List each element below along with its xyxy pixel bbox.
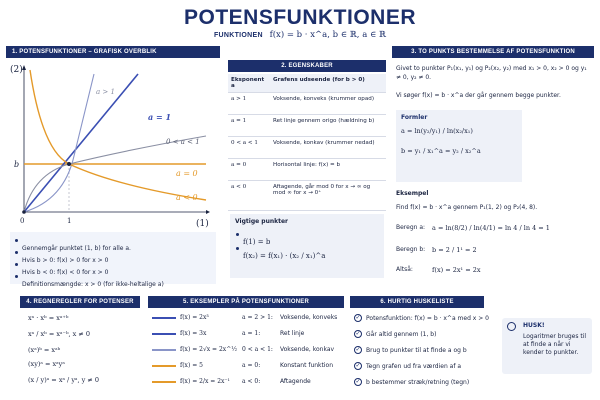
point-1-b	[67, 162, 71, 166]
panel-checklist-header: 6. HURTIG HUSKELISTE	[350, 296, 484, 308]
formulas-header: Formler	[401, 114, 428, 121]
table-row: 0 < a < 1 Voksende, konkav (krummer nedad)	[228, 137, 386, 159]
panel-rules-header: 4. REGNEREGLER FOR POTENSER	[20, 296, 140, 308]
one-label: 1	[67, 217, 72, 225]
label-a-eq-0: a = 0	[176, 169, 198, 178]
list-item: f(x₂) = f(x₁) · (x₂ / x₁)^a	[235, 243, 379, 261]
example-row: f(x) = 3x a = 1: Ret linje	[152, 330, 342, 342]
b-label: b	[14, 160, 20, 169]
panel-two-point	[392, 46, 594, 286]
example-calc-b-label: Beregn b:	[396, 246, 426, 253]
example-row: f(x) = 2x³ a = 2 > 1: Voksende, konveks	[152, 314, 342, 326]
example-header: Eksempel	[396, 190, 429, 197]
page-title: POTENSFUNKTIONER	[183, 6, 416, 29]
example-row: f(x) = 2√x = 2x^½ 0 < a < 1: Voksende, konkav	[152, 346, 342, 358]
table-row: a < 0 Aftagende, går mod 0 for x → ∞ og mod ∞ for x → 0⁺	[228, 181, 386, 211]
rule-4: (xy)ᵃ = xᵃyᵃ	[28, 360, 65, 368]
col-exponent: Eksponent a	[231, 77, 265, 89]
tip-header: HUSK!	[523, 322, 545, 329]
check-icon: ✓	[355, 362, 361, 369]
power-function-graph	[6, 60, 220, 230]
list-item: Gennemgår punktet (1, b) for alle a.	[14, 235, 212, 247]
example-line-1: Find f(x) = b · x^a gennem P₁(1, 2) og P₂(4, 8).	[396, 204, 538, 211]
col-graph: Grafens udseende (for b > 0)	[273, 77, 365, 83]
origin-label: 0	[20, 217, 25, 225]
panel-two-point-header: 3. TO PUNKTS BESTEMMELSE AF POTENSFUNKTION	[392, 46, 594, 58]
subtitle-label: FUNKTIONEN	[213, 32, 263, 39]
label-a-eq-1: a = 1	[148, 112, 172, 122]
two-point-intro: Givet to punkter P₁(x₁, y₁) og P₂(x₂, y₂) med x₁ > 0, x₂ > 0 og y₁ ≠ 0, y₂ ≠ 0.	[396, 65, 587, 81]
label-a-gt-1: a > 1	[96, 88, 115, 96]
formula-b: b = y₁ / x₁^a = y₂ / x₂^a	[401, 147, 481, 155]
graph-bullets	[10, 232, 216, 288]
page-subtitle	[0, 30, 600, 40]
panel-properties-header: 2. EGENSKABER	[228, 60, 386, 72]
rule-2: xᵃ / xᵇ = xᵃ⁻ᵇ, x ≠ 0	[28, 330, 91, 338]
properties-table	[228, 74, 386, 211]
important-points	[230, 214, 384, 278]
rule-1: xᵃ · xᵇ = xᵃ⁺ᵇ	[28, 314, 69, 322]
curve-a-eq-1	[24, 74, 138, 212]
lightbulb-icon	[507, 322, 516, 331]
example-row: f(x) = 2/x = 2x⁻¹ a < 0: Aftagende	[152, 378, 342, 390]
label-a-lt-0: a < 0	[176, 193, 198, 202]
tip-box	[502, 318, 592, 374]
example-calc-a-label: Beregn a:	[396, 224, 426, 231]
table-row: a = 1 Ret linje gennem origo (hældning b)	[228, 115, 386, 137]
curve-a-lt-0	[30, 70, 206, 200]
check-icon: ✓	[355, 378, 361, 385]
subtitle-formula: f(x) = b · x^a, b ∈ ℝ, a ∈ ℝ	[269, 30, 387, 40]
two-point-intro-2: Vi søger f(x) = b · x^a der går gennem begge punkter.	[396, 92, 561, 99]
panel-examples-header: 5. EKSEMPLER PÅ POTENSFUNKTIONER	[148, 296, 344, 308]
check-icon: ✓	[355, 314, 361, 321]
panel-checklist	[350, 296, 594, 396]
list-item: ✓ Går altid gennem (1, b)	[355, 330, 437, 338]
x-axis-label: (1)	[196, 219, 209, 229]
list-item: Definitionsmængde: x > 0 (for ikke-heltalige a)	[14, 271, 212, 283]
panel-properties	[228, 60, 386, 280]
panel-graph-overview	[6, 46, 220, 286]
example-result-label: Altså:	[396, 266, 413, 273]
list-item: ✓ b bestemmer stræk/retning (tegn)	[355, 378, 470, 386]
rule-5: (x / y)ᵃ = xᵃ / yᵃ, y ≠ 0	[28, 376, 100, 384]
list-item: f(1) = b	[235, 229, 379, 243]
check-icon: ✓	[355, 330, 361, 337]
example-calc-b: b = 2 / 1¹ = 2	[432, 246, 477, 254]
y-axis-label: (2)	[10, 65, 23, 75]
rule-3: (xᵃ)ᵇ = xᵃᵇ	[28, 346, 61, 354]
formula-a: a = ln(y₂/y₁) / ln(x₂/x₁)	[401, 127, 473, 135]
list-item: ✓ Brug to punkter til at finde a og b	[355, 346, 467, 354]
important-points-header: Vigtige punkter	[235, 218, 288, 225]
check-icon: ✓	[355, 346, 361, 353]
panel-examples	[148, 296, 344, 396]
list-item: Hvis b > 0: f(x) > 0 for x > 0	[14, 247, 212, 259]
list-item: ✓ Tegn grafen ud fra værdien af a	[355, 362, 462, 370]
example-result: f(x) = 2x¹ = 2x	[432, 266, 481, 274]
panel-graph-header: 1. POTENSFUNKTIONER – GRAFISK OVERBLIK	[6, 46, 220, 58]
table-row: a = 0 Horisontal linje: f(x) = b	[228, 159, 386, 181]
list-item: ✓ Potensfunktion: f(x) = b · x^a med x > 0	[355, 314, 490, 322]
list-item: Hvis b < 0: f(x) < 0 for x > 0	[14, 259, 212, 271]
example-calc-a: a = ln(8/2) / ln(4/1) = ln 4 / ln 4 = 1	[432, 224, 550, 232]
panel-rules	[20, 296, 140, 396]
label-a-between: 0 < a < 1	[166, 138, 200, 146]
tip-text: Logaritmer bruges til at finde a når vi kender to punkter.	[523, 333, 587, 356]
example-row: f(x) = 5 a = 0: Konstant funktion	[152, 362, 342, 374]
formulas-box	[396, 110, 522, 182]
table-row: a > 1 Voksende, konveks (krummer opad)	[228, 93, 386, 115]
